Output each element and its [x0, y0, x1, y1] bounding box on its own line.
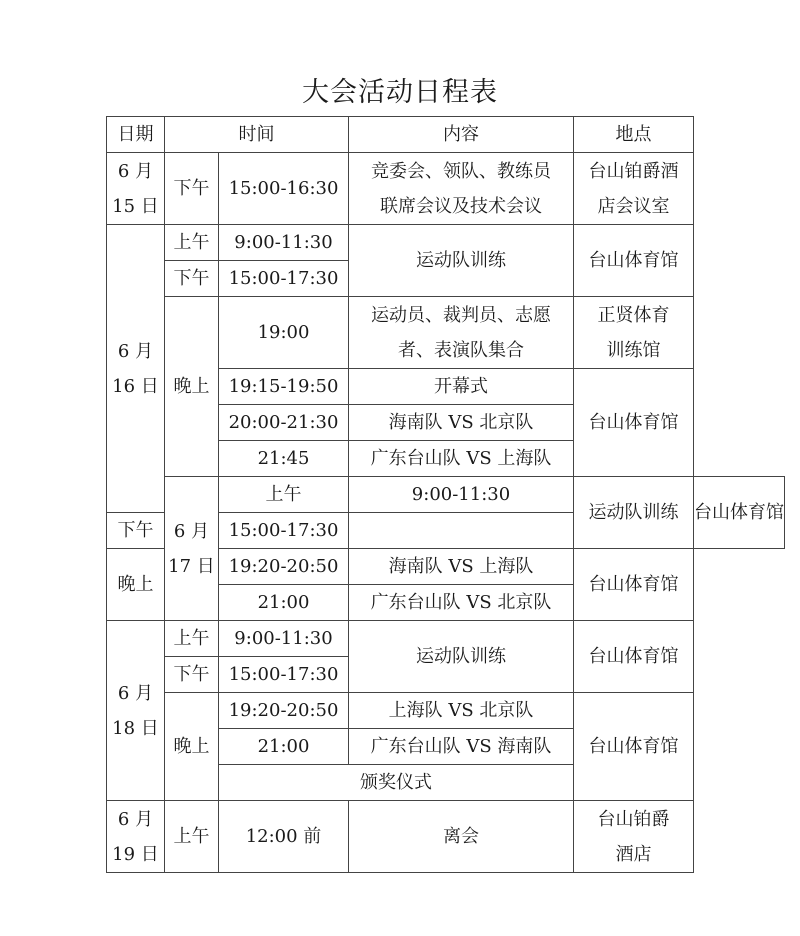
period-cell: 晚上	[165, 297, 219, 477]
time-cell: 9:00-11:30	[219, 621, 349, 657]
time-cell: 15:00-17:30	[219, 657, 349, 693]
table-row	[107, 153, 785, 225]
period-cell: 下午	[165, 657, 219, 693]
header-time: 时间	[165, 117, 349, 153]
content-cell: 广东台山队 VS 上海队	[349, 441, 574, 477]
period-cell: 上午	[165, 621, 219, 657]
content-cell: 运动队训练	[349, 225, 574, 297]
table-row	[107, 801, 785, 873]
time-cell: 19:20-20:50	[219, 549, 349, 585]
place-cell: 台山体育馆	[574, 693, 694, 801]
ceremony-cell: 颁奖仪式	[219, 765, 574, 801]
period-cell: 上午	[165, 225, 219, 261]
period-cell: 上午	[165, 801, 219, 873]
date-cell: 6 月 16 日	[107, 225, 165, 513]
content-cell: 离会	[349, 801, 574, 873]
time-cell: 15:00-17:30	[219, 513, 349, 549]
place-cell: 台山体育馆	[574, 621, 694, 693]
place-cell: 正贤体育 训练馆	[574, 297, 694, 369]
header-content: 内容	[349, 117, 574, 153]
time-cell: 21:45	[219, 441, 349, 477]
period-cell: 上午	[219, 477, 349, 513]
period-cell: 晚上	[107, 549, 165, 621]
header-place: 地点	[574, 117, 694, 153]
date-cell: 6 月 17 日	[165, 477, 219, 621]
time-cell: 9:00-11:30	[349, 477, 574, 513]
content-cell: 上海队 VS 北京队	[349, 693, 574, 729]
time-cell: 12:00 前	[219, 801, 349, 873]
content-cell: 开幕式	[349, 369, 574, 405]
table-row	[107, 693, 785, 729]
time-cell: 9:00-11:30	[219, 225, 349, 261]
content-cell: 运动队训练	[574, 477, 694, 549]
content-cell: 海南队 VS 上海队	[349, 549, 574, 585]
place-cell: 台山体育馆	[574, 225, 694, 297]
table-row	[107, 477, 785, 513]
time-cell: 21:00	[219, 585, 349, 621]
time-cell: 21:00	[219, 729, 349, 765]
place-cell: 台山体育馆	[574, 369, 694, 477]
period-cell: 晚上	[165, 693, 219, 801]
content-cell: 运动队训练	[349, 621, 574, 693]
time-cell: 19:00	[219, 297, 349, 369]
time-cell: 15:00-17:30	[219, 261, 349, 297]
page-title: 大会活动日程表	[302, 77, 498, 108]
period-cell: 下午	[165, 153, 219, 225]
date-cell: 6 月 19 日	[107, 801, 165, 873]
content-cell: 竞委会、领队、教练员 联席会议及技术会议	[349, 153, 574, 225]
place-cell: 台山铂爵 酒店	[574, 801, 694, 873]
place-cell: 台山体育馆	[574, 549, 694, 621]
place-cell: 台山铂爵酒 店会议室	[574, 153, 694, 225]
schedule-table	[106, 116, 785, 873]
table-row	[107, 621, 785, 657]
content-cell: 广东台山队 VS 海南队	[349, 729, 574, 765]
table-row	[107, 297, 785, 369]
table-row	[107, 225, 785, 261]
time-cell: 19:20-20:50	[219, 693, 349, 729]
content-cell: 广东台山队 VS 北京队	[349, 585, 574, 621]
period-cell: 下午	[107, 513, 165, 549]
time-cell: 20:00-21:30	[219, 405, 349, 441]
period-cell: 下午	[165, 261, 219, 297]
date-cell: 6 月 15 日	[107, 153, 165, 225]
time-cell: 19:15-19:50	[219, 369, 349, 405]
content-cell: 海南队 VS 北京队	[349, 405, 574, 441]
time-cell: 15:00-16:30	[219, 153, 349, 225]
header-date: 日期	[107, 117, 165, 153]
header-row	[107, 117, 785, 153]
content-cell: 运动员、裁判员、志愿 者、表演队集合	[349, 297, 574, 369]
place-cell: 台山体育馆	[694, 477, 785, 549]
date-cell: 6 月 18 日	[107, 621, 165, 801]
